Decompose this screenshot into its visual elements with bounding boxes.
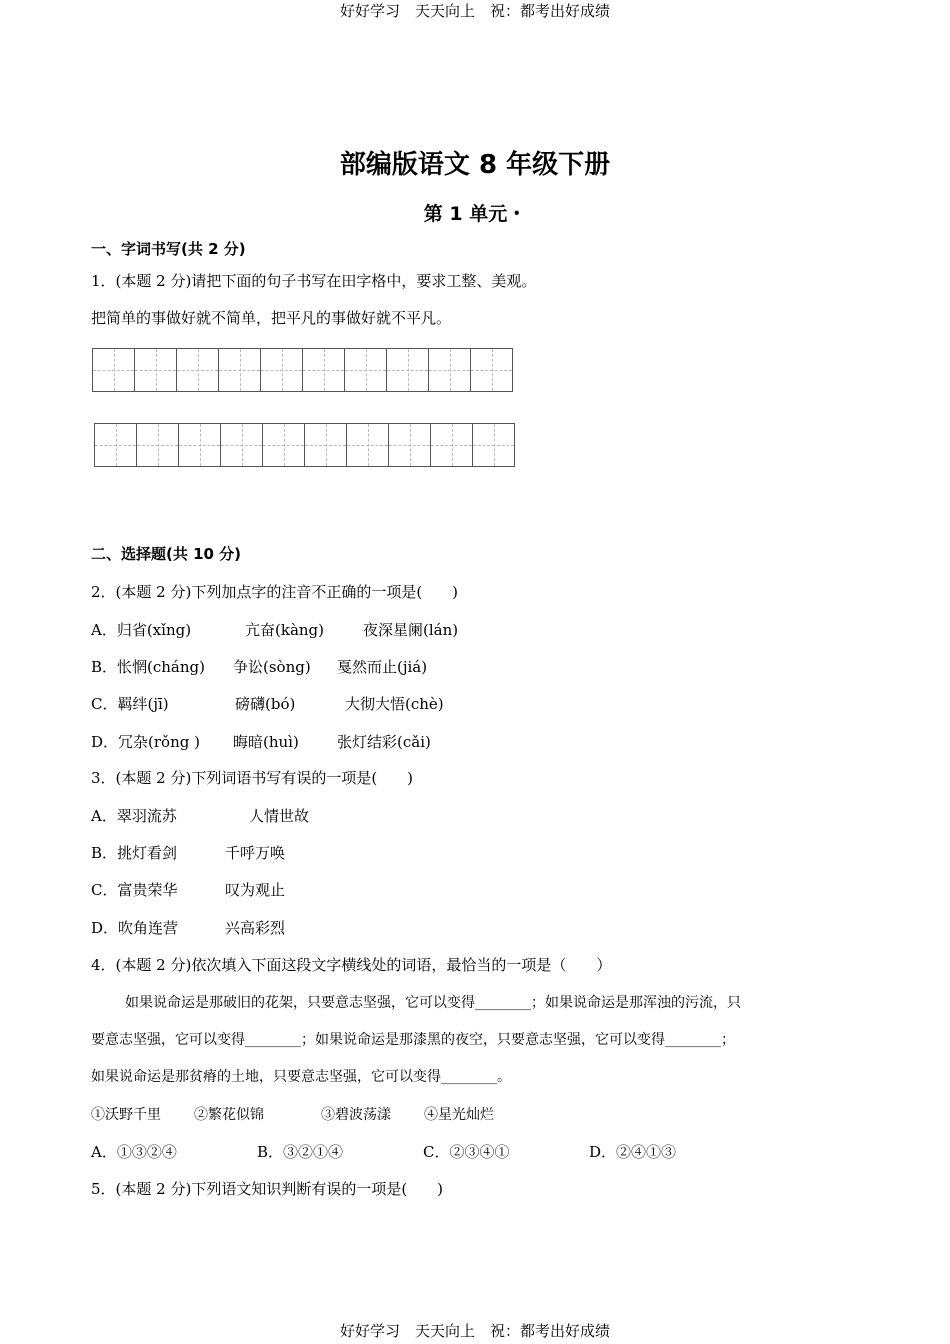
q4-word-2: ②繁花似锦 [194,1107,264,1123]
q4-option-d: D．②④①③ [589,1143,677,1161]
q3-option-c-2: 叹为观止 [225,881,286,899]
q4-option-c: C．②③④① [423,1143,510,1161]
q4-word-1: ①沃野千里 [91,1107,161,1123]
q2-option-c-2: 磅礴(bó) [235,695,296,713]
q2-option-b-1: B．怅惘(cháng) [91,658,205,676]
q2-option-c-1: C．羁绊(jī) [91,695,169,713]
grid-cell[interactable] [95,424,137,466]
grid-cell[interactable] [219,349,261,391]
q2-option-a-3: 夜深星阑(lán) [363,621,459,639]
grid-cell[interactable] [261,349,303,391]
q4-paragraph-line-2: 要意志坚强，它可以变得________；如果说命运是那漆黑的夜空，只要意志坚强，它可以变得________； [91,1032,735,1048]
grid-cell[interactable] [345,349,387,391]
q2-option-b-3: 戛然而止(jiá) [337,658,428,676]
grid-cell[interactable] [387,349,429,391]
q3-option-a-1: A．翠羽流苏 [91,807,177,825]
page-title: 部编版语文 8 年级下册 [339,150,611,180]
grid-cell[interactable] [303,349,345,391]
q4-word-3: ③碧波荡漾 [321,1107,391,1123]
q2-option-a-1: A．归省(xǐng) [91,621,192,639]
section-2-heading: 二、选择题(共 10 分) [91,545,242,563]
grid-cell[interactable] [263,424,305,466]
grid-cell[interactable] [137,424,179,466]
q2-option-d-1: D．冗杂(rǒng ) [91,733,200,751]
grid-cell[interactable] [429,349,471,391]
grid-cell[interactable] [221,424,263,466]
page-header: 好好学习 天天向上 祝：都考出好成绩 [339,2,610,20]
q4-paragraph-line-1: 如果说命运是那破旧的花架，只要意志坚强，它可以变得________；如果说命运是那浑浊的污流，只 [125,995,741,1011]
grid-cell[interactable] [93,349,135,391]
question-1-stem: 1．(本题 2 分)请把下面的句子书写在田字格中，要求工整、美观。 [91,272,537,290]
q4-option-a: A．①③②④ [91,1143,177,1161]
grid-cell[interactable] [177,349,219,391]
q3-option-b-1: B．挑灯看剑 [91,844,178,862]
writing-grid-row-1[interactable] [92,348,513,392]
grid-cell[interactable] [431,424,473,466]
grid-cell[interactable] [305,424,347,466]
question-4-stem: 4．(本题 2 分)依次填入下面这段文字横线处的词语，最恰当的一项是（ ） [91,956,612,974]
question-5-stem: 5．(本题 2 分)下列语文知识判断有误的一项是( ) [91,1180,444,1198]
q3-option-b-2: 千呼万唤 [225,844,286,862]
question-3-stem: 3．(本题 2 分)下列词语书写有误的一项是( ) [91,769,414,787]
q3-option-d-1: D．吹角连营 [91,919,179,937]
q2-option-d-3: 张灯结彩(cǎi) [337,733,431,751]
q2-option-a-2: 亢奋(kàng) [245,621,324,639]
q3-option-d-2: 兴高彩烈 [225,919,286,937]
page-footer: 好好学习 天天向上 祝：都考出好成绩 [339,1322,610,1340]
grid-cell[interactable] [135,349,177,391]
grid-cell[interactable] [389,424,431,466]
q2-option-d-2: 晦暗(huì) [233,733,299,751]
writing-grid-row-2[interactable] [94,423,515,467]
question-2-stem: 2．(本题 2 分)下列加点字的注音不正确的一项是( ) [91,583,459,601]
q4-word-4: ④星光灿烂 [424,1107,494,1123]
q4-paragraph-line-3: 如果说命运是那贫瘠的土地，只要意志坚强，它可以变得________。 [91,1069,511,1085]
q2-option-b-2: 争讼(sòng) [233,658,311,676]
grid-cell[interactable] [471,349,513,391]
q3-option-a-2: 人情世故 [249,807,310,825]
grid-cell[interactable] [347,424,389,466]
q4-option-b: B．③②①④ [257,1143,344,1161]
unit-title: 第 1 单元・ [423,203,527,225]
q2-option-c-3: 大彻大悟(chè) [345,695,444,713]
question-1-sentence: 把简单的事做好就不简单，把平凡的事做好就不平凡。 [91,309,452,327]
q3-option-c-1: C．富贵荣华 [91,881,178,899]
section-1-heading: 一、字词书写(共 2 分) [91,240,246,258]
grid-cell[interactable] [179,424,221,466]
grid-cell[interactable] [473,424,515,466]
